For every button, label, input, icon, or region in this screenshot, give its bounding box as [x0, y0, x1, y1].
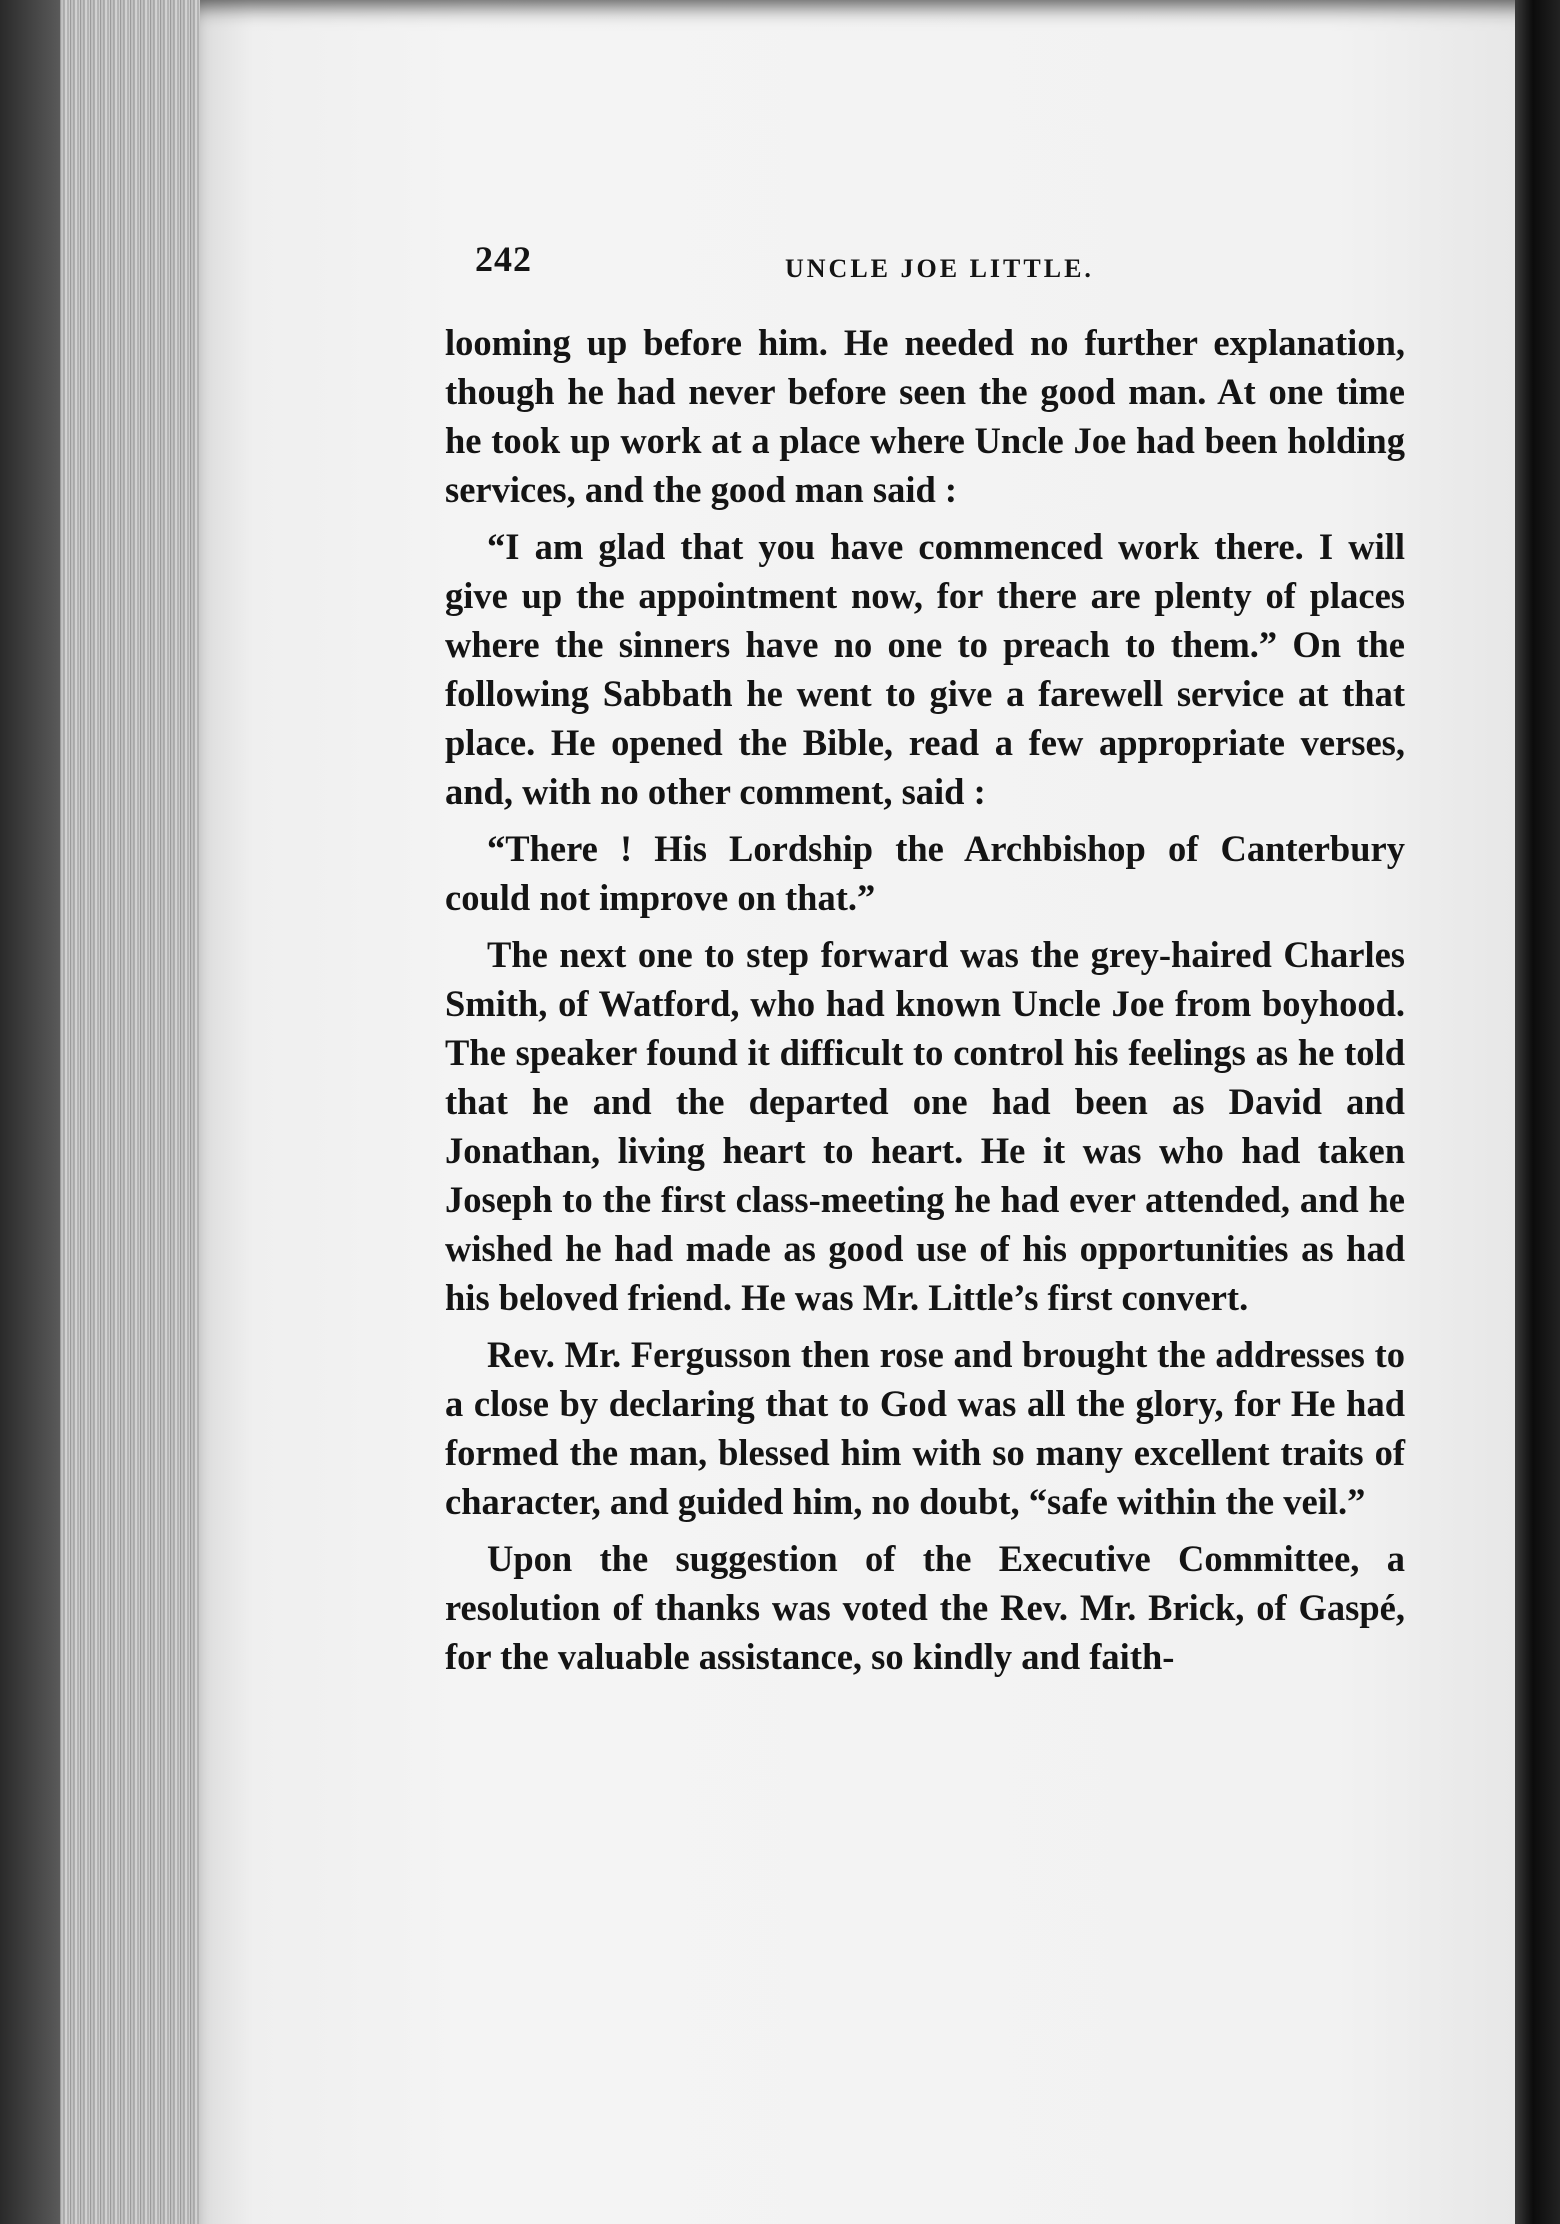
right-page-edge	[1515, 0, 1560, 2224]
page-number: 242	[475, 239, 532, 279]
paragraph-1: looming up before him. He needed no further explanation, though he had never before seen the good man. At one time he took up work at a place where Uncle Joe had been holding services, and the good man said :	[445, 322, 1405, 510]
body-text	[445, 318, 1405, 1681]
paragraph-3: “There ! His Lordship the Archbishop of Canterbury could not improve on that.”	[445, 828, 1405, 918]
paragraph-2: “I am glad that you have commenced work there. I will give up the appointment now, for there are plenty of places where the sinners have no one to preach to them.” On the following Sabbath he went to give a farewell service at that place. He opened the Bible, read a few appropriate verses, and, with no other comment, said :	[445, 526, 1405, 812]
page-edges	[60, 0, 220, 2224]
running-head	[445, 232, 1405, 302]
paragraph-6: Upon the suggestion of the Executive Committee, a resolution of thanks was voted the Rev. Mr. Brick, of Gaspé, for the valuable assistance, so kindly and faith-	[445, 1538, 1405, 1677]
paragraph-4: The next one to step forward was the grey-haired Charles Smith, of Watford, who had known Uncle Joe from boyhood. The speaker found it difficult to control his feelings as he told that he and the departed one had been as David and Jonathan, living heart to heart. He it was who had taken Joseph to the first class-meeting he had ever attended, and he wished he had made as good use of his opportunities as had his beloved friend. He was Mr. Little’s first convert.	[445, 934, 1405, 1318]
running-title: UNCLE JOE LITTLE.	[785, 254, 1094, 283]
text-block	[445, 232, 1405, 1689]
paragraph-5: Rev. Mr. Fergusson then rose and brought the addresses to a close by declaring that to God was all the glory, for He had formed the man, blessed him with so many excellent traits of character, and guided him, no doubt, “safe within the veil.”	[445, 1334, 1405, 1522]
